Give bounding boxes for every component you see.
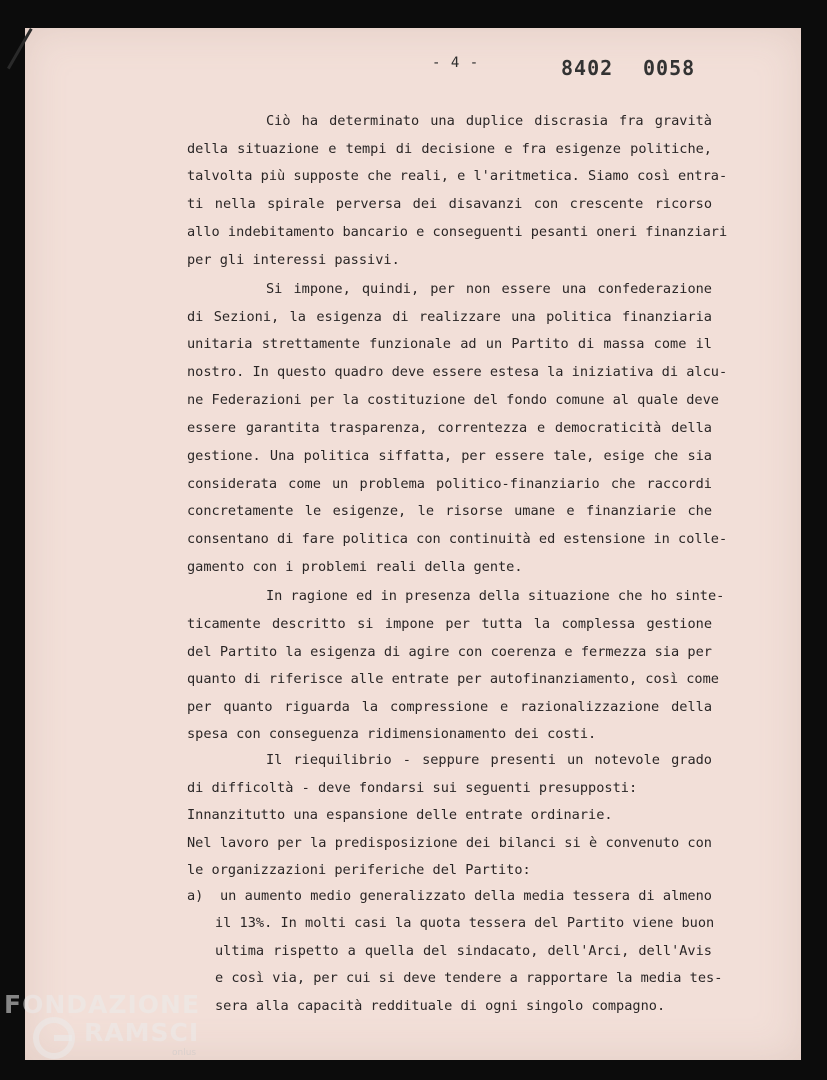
archive-item-number: 0058 <box>643 56 696 80</box>
text-line: ne Federazioni per la costituzione del fondo comune al quale deve <box>187 392 719 408</box>
text-line: nostro. In questo quadro deve essere estesa la iniziativa di alcu- <box>187 364 728 380</box>
text-line: gamento con i problemi reali della gente. <box>187 559 523 575</box>
text-line: Il riequilibrio - seppure presenti un notevole grado <box>266 752 712 768</box>
text-line: ti nella spirale perversa dei disavanzi con crescente ricorso <box>187 196 712 212</box>
text-line: per gli interessi passivi. <box>187 252 400 268</box>
text-line: del Partito la esigenza di agire con coerenza e fermezza sia per <box>187 644 712 660</box>
text-line: concretamente le esigenze, le risorse umane e finanziarie che <box>187 503 712 519</box>
text-line: essere garantita trasparenza, correntezza e democraticità della <box>187 420 712 436</box>
text-line: della situazione e tempi di decisione e fra esigenze politiche, <box>187 141 712 157</box>
text-line: sera alla capacità reddituale di ogni singolo compagno. <box>215 998 666 1014</box>
text-line: di difficoltà - deve fondarsi sui seguenti presupposti: <box>187 780 638 796</box>
text-line: per quanto riguarda la compressione e razionalizzazione della <box>187 699 712 715</box>
text-line: le organizzazioni periferiche del Partito: <box>187 862 531 878</box>
text-line: talvolta più supposte che reali, e l'aritmetica. Siamo così entra- <box>187 168 728 184</box>
text-line: allo indebitamento bancario e conseguenti pesanti oneri finanziari <box>187 224 728 240</box>
watermark-line2: RAMSCI <box>84 1018 200 1047</box>
archive-series-number: 8402 <box>561 56 614 80</box>
text-line: considerata come un problema politico-finanziario che raccordi <box>187 476 712 492</box>
text-line: In ragione ed in presenza della situazione che ho sinte- <box>266 588 725 604</box>
text-line: Nel lavoro per la predisposizione dei bilanci si è convenuto con <box>187 835 712 851</box>
text-line: Innanzitutto una espansione delle entrate ordinarie. <box>187 807 613 823</box>
text-line: e così via, per cui si deve tendere a rapportare la media tes- <box>215 970 723 986</box>
text-line: il 13%. In molti casi la quota tessera del Partito viene buon <box>215 915 715 931</box>
text-line: ticamente descritto si impone per tutta la complessa gestione <box>187 616 712 632</box>
text-line: unitaria strettamente funzionale ad un Partito di massa come il <box>187 336 712 352</box>
text-line: quanto di riferisce alle entrate per autofinanziamento, così come <box>187 671 719 687</box>
text-line: gestione. Una politica siffatta, per essere tale, esige che sia <box>187 448 712 464</box>
text-line: Ciò ha determinato una duplice discrasia fra gravità <box>266 113 712 129</box>
watermark-line1: FONDAZIONE <box>4 990 201 1019</box>
text-line: ultima rispetto a quella del sindacato, dell'Arci, dell'Avis <box>215 943 712 959</box>
text-line: spesa con conseguenza ridimensionamento dei costi. <box>187 726 597 742</box>
text-line: consentano di fare politica con continuità ed estensione in colle- <box>187 531 728 547</box>
text-line: di Sezioni, la esigenza di realizzare una politica finanziaria <box>187 309 712 325</box>
text-line: Si impone, quindi, per non essere una confederazione <box>266 281 712 297</box>
watermark-suffix: onlus <box>172 1048 197 1058</box>
list-item-a: a) un aumento medio generalizzato della media tessera di almeno <box>187 888 712 904</box>
page-number: - 4 - <box>432 55 480 71</box>
